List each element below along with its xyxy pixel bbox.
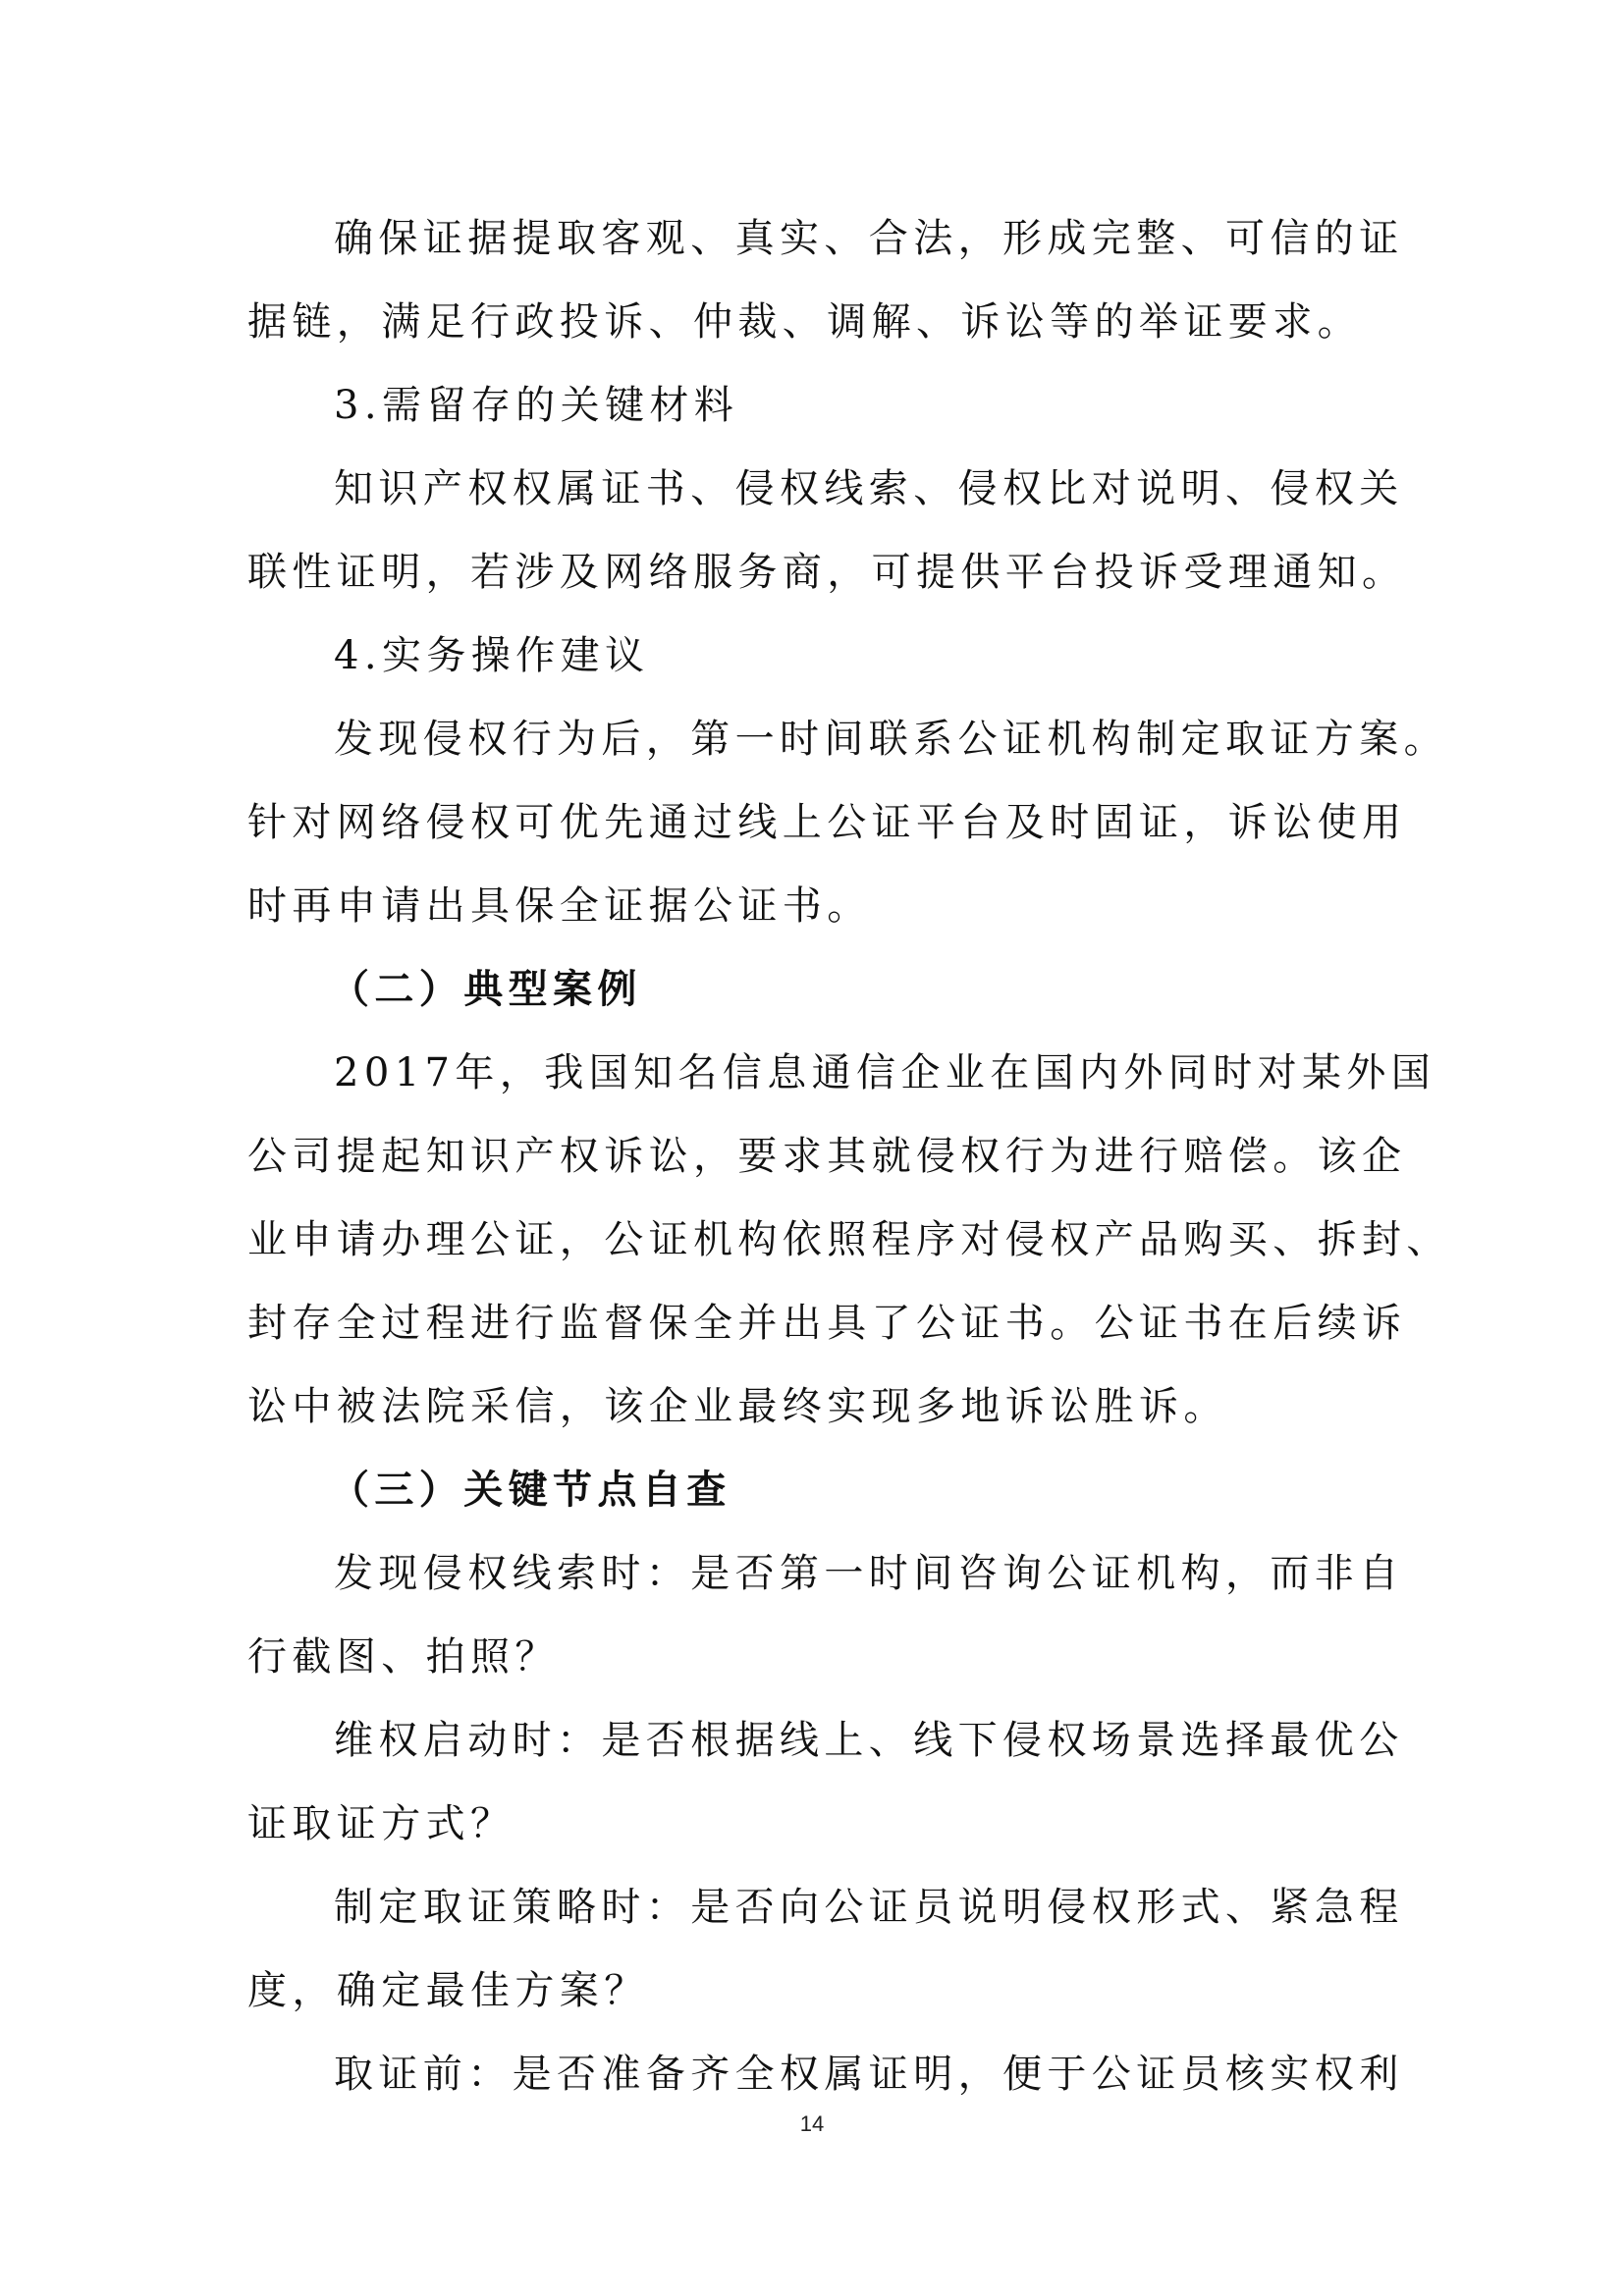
paragraph-line-4: 知识产权权属证书、侵权线索、侵权比对说明、侵权关 xyxy=(334,466,1404,511)
paragraph-line-17: 发现侵权线索时：是否第一时间咨询公证机构，而非自 xyxy=(334,1551,1404,1596)
subheading-key-materials: 3.需留存的关键材料 xyxy=(334,383,739,428)
section-heading-self-check: （三）关键节点自查 xyxy=(330,1467,731,1513)
paragraph-line-13: 业申请办理公证，公证机构依照程序对侵权产品购买、拆封、 xyxy=(247,1217,1451,1262)
section-heading-typical-case: （二）典型案例 xyxy=(330,966,642,1012)
paragraph-line-9: 时再申请出具保全证据公证书。 xyxy=(247,883,872,929)
paragraph-line-20: 证取证方式？ xyxy=(247,1801,515,1846)
page-number: 14 xyxy=(799,2111,825,2136)
paragraph-line-12: 公司提起知识产权诉讼，要求其就侵权行为进行赔偿。该企 xyxy=(247,1134,1407,1179)
paragraph-line-11: 2017年，我国知名信息通信企业在国内外同时对某外国 xyxy=(334,1050,1436,1095)
paragraph-line-7: 发现侵权行为后，第一时间联系公证机构制定取证方案。 xyxy=(334,717,1448,762)
subheading-practice-advice: 4.实务操作建议 xyxy=(334,633,650,678)
paragraph-line-18: 行截图、拍照？ xyxy=(247,1634,560,1680)
paragraph-line-14: 封存全过程进行监督保全并出具了公证书。公证书在后续诉 xyxy=(247,1301,1407,1346)
paragraph-line-21: 制定取证策略时：是否向公证员说明侵权形式、紧急程 xyxy=(334,1885,1404,1930)
paragraph-line-15: 讼中被法院采信，该企业最终实现多地诉讼胜诉。 xyxy=(247,1384,1228,1429)
paragraph-line-22: 度，确定最佳方案？ xyxy=(247,1968,649,2013)
paragraph-line-5: 联性证明，若涉及网络服务商，可提供平台投诉受理通知。 xyxy=(247,550,1407,595)
paragraph-line-19: 维权启动时：是否根据线上、线下侵权场景选择最优公 xyxy=(334,1718,1404,1763)
paragraph-line-8: 针对网络侵权可优先通过线上公证平台及时固证，诉讼使用 xyxy=(247,800,1407,845)
paragraph-line-2: 据链，满足行政投诉、仲裁、调解、诉讼等的举证要求。 xyxy=(247,299,1362,345)
paragraph-line-1: 确保证据提取客观、真实、合法，形成完整、可信的证 xyxy=(334,216,1404,261)
paragraph-line-23: 取证前：是否准备齐全权属证明，便于公证员核实权利 xyxy=(334,2052,1404,2097)
